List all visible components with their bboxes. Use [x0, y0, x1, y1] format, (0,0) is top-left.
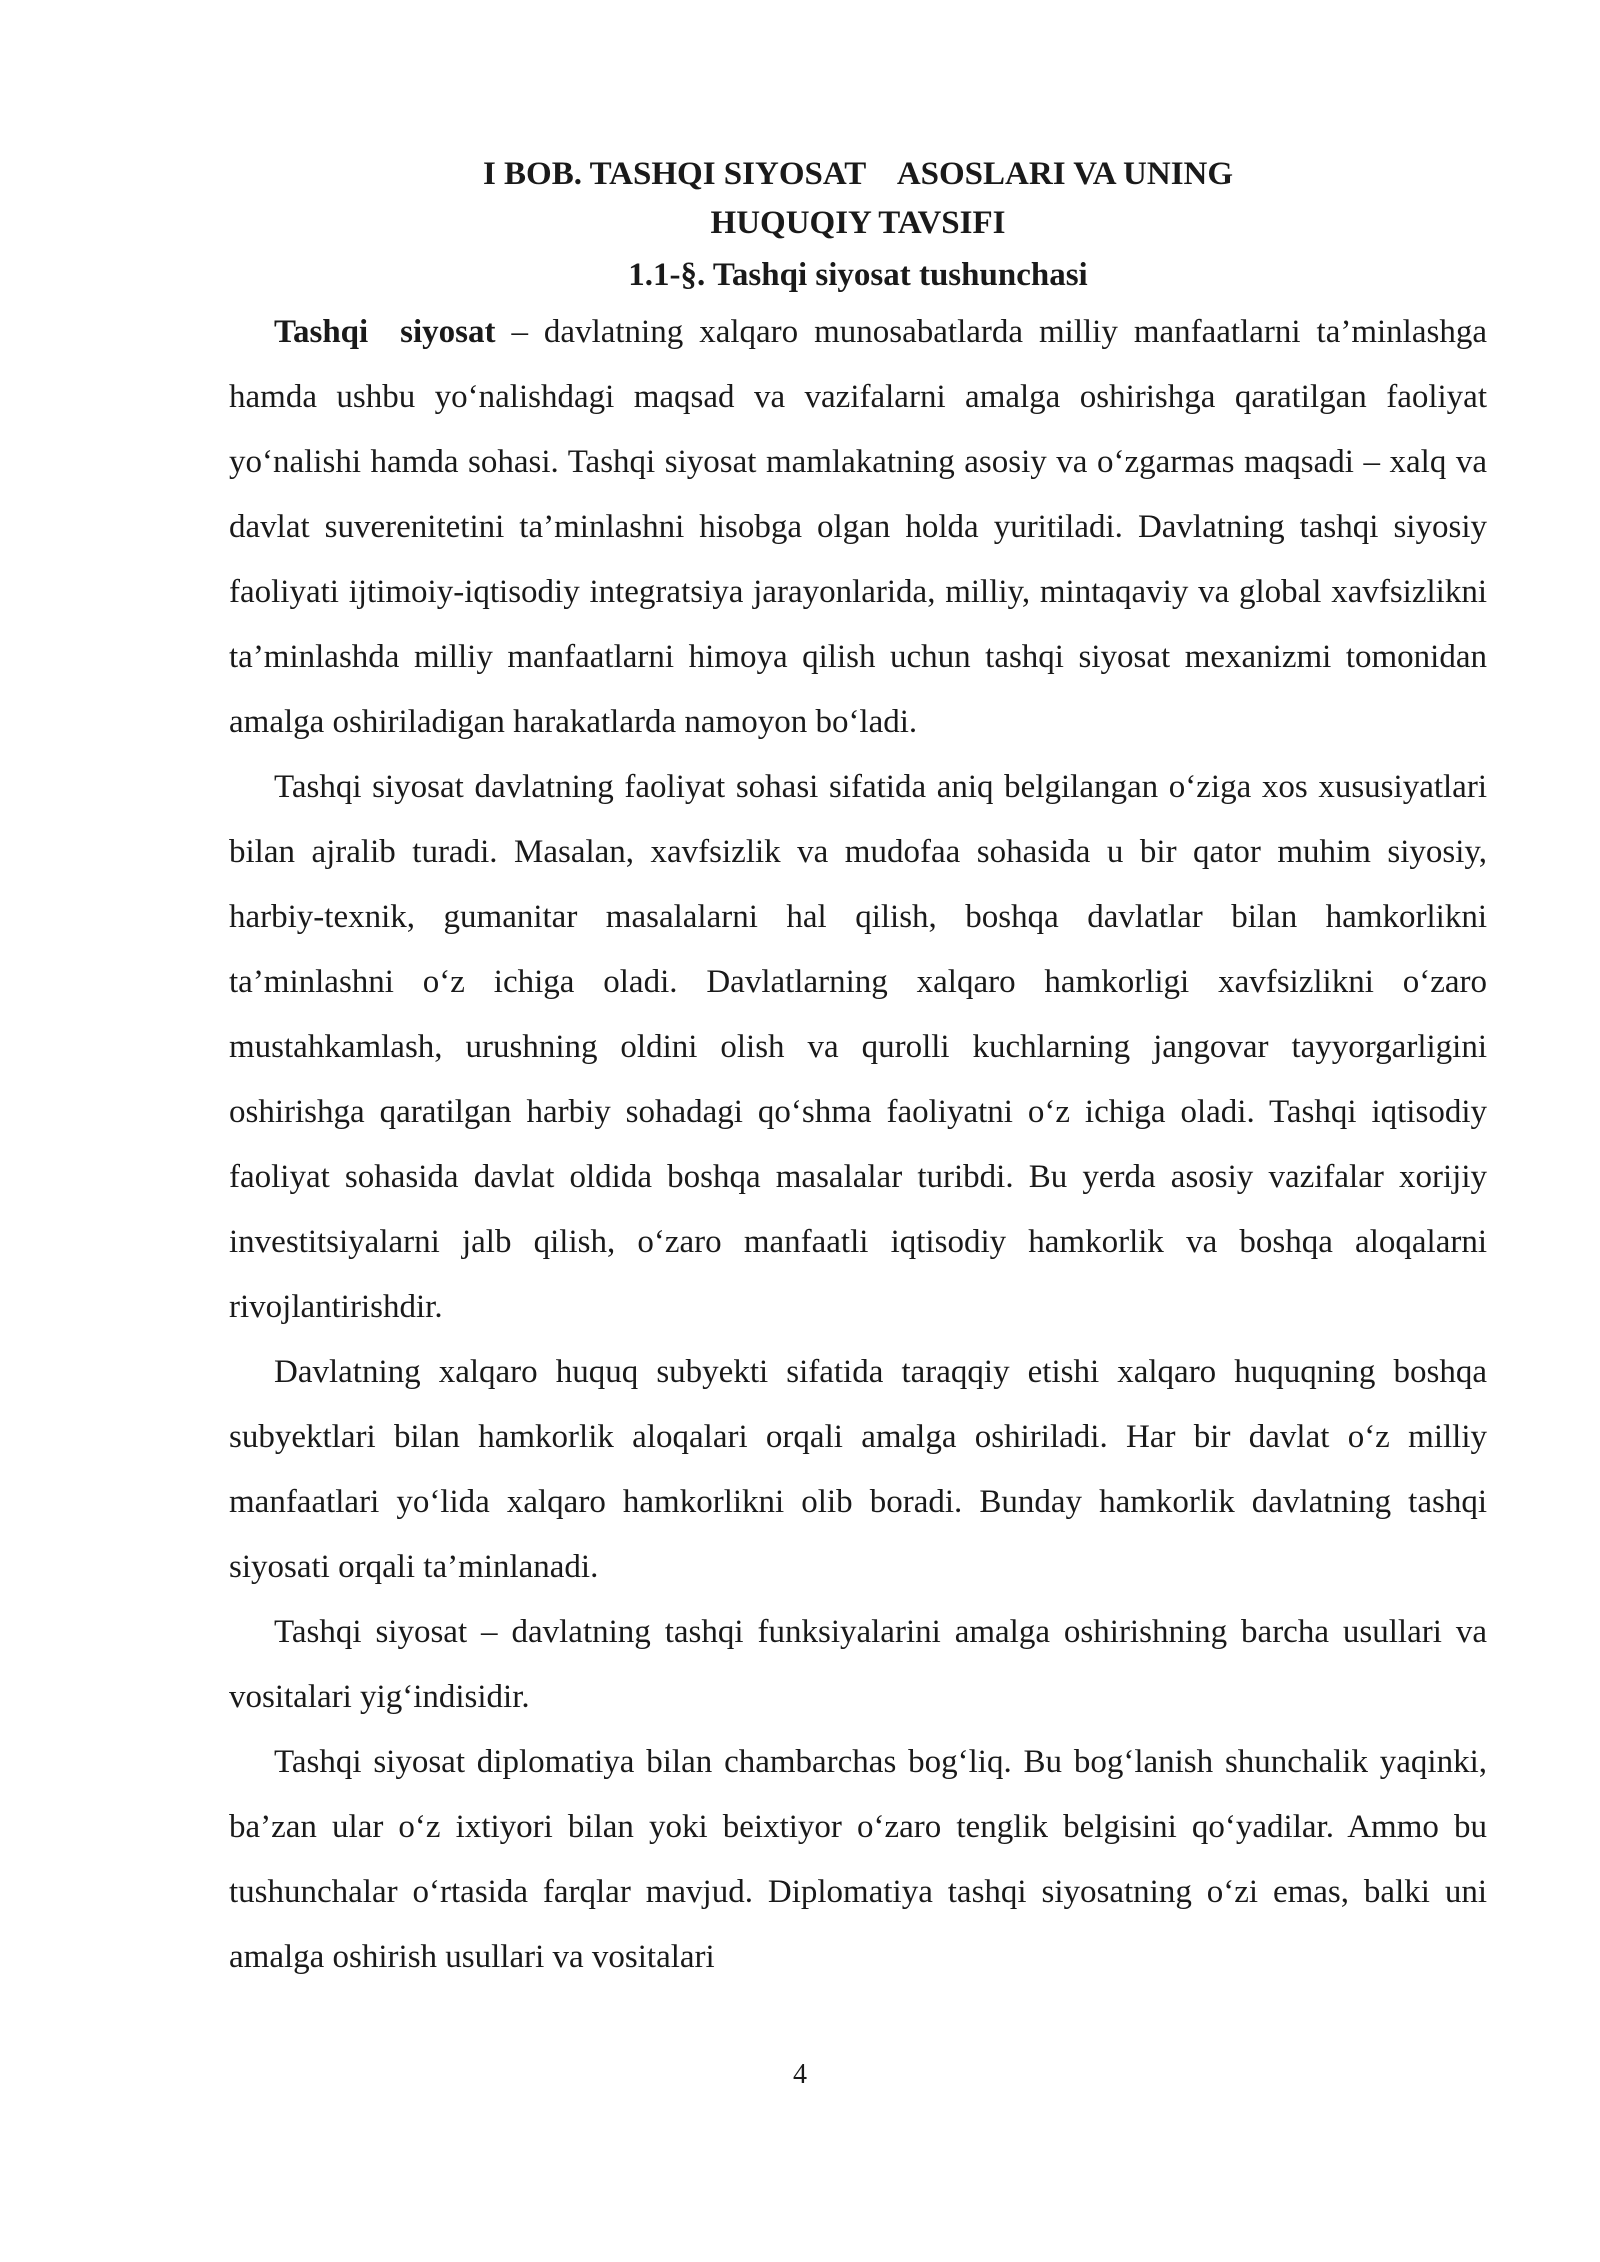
paragraph-1: [229, 300, 1487, 755]
paragraph-3: Davlatning xalqaro huquq subyekti sifatida taraqqiy etishi xalqaro huquqning boshqa subyektlari bilan hamkorlik aloqalari orqali amalga oshiriladi. Har bir davlat o‘z milliy manfaatlari yo‘lida xalqaro hamkorlikni olib boradi. Bunday hamkorlik davlatning tashqi siyosati orqali ta’minlanadi.: [229, 1354, 1487, 1585]
document-page: [229, 150, 1487, 1990]
paragraph-1-text: – davlatning xalqaro munosabatlarda milliy manfaatlarni ta’minlashga hamda ushbu yo‘nalishdagi maqsad va vazifalarni amalga oshirishga qaratilgan faoliyat yo‘nalishi hamda sohasi. Tashqi siyosat mamlakatning asosiy va o‘zgarmas maqsadi – xalq va davlat suverenitetini ta’minlashni hisobga olgan holda yuritiladi. Davlatning tashqi siyosiy faoliyati ijtimoiy-iqtisodiy integratsiya jarayonlarida, milliy, mintaqaviy va global xavfsizlikni ta’minlashda milliy manfaatlarni himoya qilish uchun tashqi siyosat mexanizmi tomonidan amalga oshiriladigan harakatlarda namoyon bo‘ladi.: [229, 314, 1487, 740]
chapter-heading-line-1: I BOB. TASHQI SIYOSAT ASOSLARI VA UNING: [482, 156, 1234, 192]
section-title: 1.1-§. Tashqi siyosat tushunchasi: [628, 257, 1088, 293]
paragraph-4: Tashqi siyosat – davlatning tashqi funksiyalarini amalga oshirishning barcha usullari va vositalari yig‘indisidir.: [229, 1614, 1487, 1715]
paragraph-2: Tashqi siyosat davlatning faoliyat sohasi sifatida aniq belgilangan o‘ziga xos xususiyatlari bilan ajralib turadi. Masalan, xavfsizlik va mudofaa sohasida u bir qator muhim siyosiy, harbiy-texnik, gumanitar masalalarni hal qilish, boshqa davlatlar bilan hamkorlikni ta’minlashni o‘z ichiga oladi. Davlatlarning xalqaro hamkorligi xavfsizlikni o‘zaro mustahkamlash, urushning oldini olish va qurolli kuchlarning jangovar tayyorgarligini oshirishga qaratilgan harbiy sohadagi qo‘shma faoliyatni o‘z ichiga oladi. Tashqi iqtisodiy faoliyat sohasida davlat oldida boshqa masalalar turibdi. Bu yerda asosiy vazifalar xorijiy investitsiyalarni jalb qilish, o‘zaro manfaatli iqtisodiy hamkorlik va boshqa aloqalarni rivojlantirishdir.: [229, 769, 1487, 1325]
paragraph-5: Tashqi siyosat diplomatiya bilan chambarchas bog‘liq. Bu bog‘lanish shunchalik yaqinki, ba’zan ular o‘z ixtiyori bilan yoki beixtiyor o‘zaro tenglik belgisini qo‘yadilar. Ammo bu tushunchalar o‘rtasida farqlar mavjud. Diplomatiya tashqi siyosatning o‘zi emas, balki uni amalga oshirish usullari va vositalari: [229, 1744, 1487, 1975]
defined-term: Tashqi siyosat: [274, 314, 496, 350]
page-number: 4: [793, 2059, 807, 2090]
chapter-heading-line-2: HUQUQIY TAVSIFI: [710, 205, 1006, 241]
